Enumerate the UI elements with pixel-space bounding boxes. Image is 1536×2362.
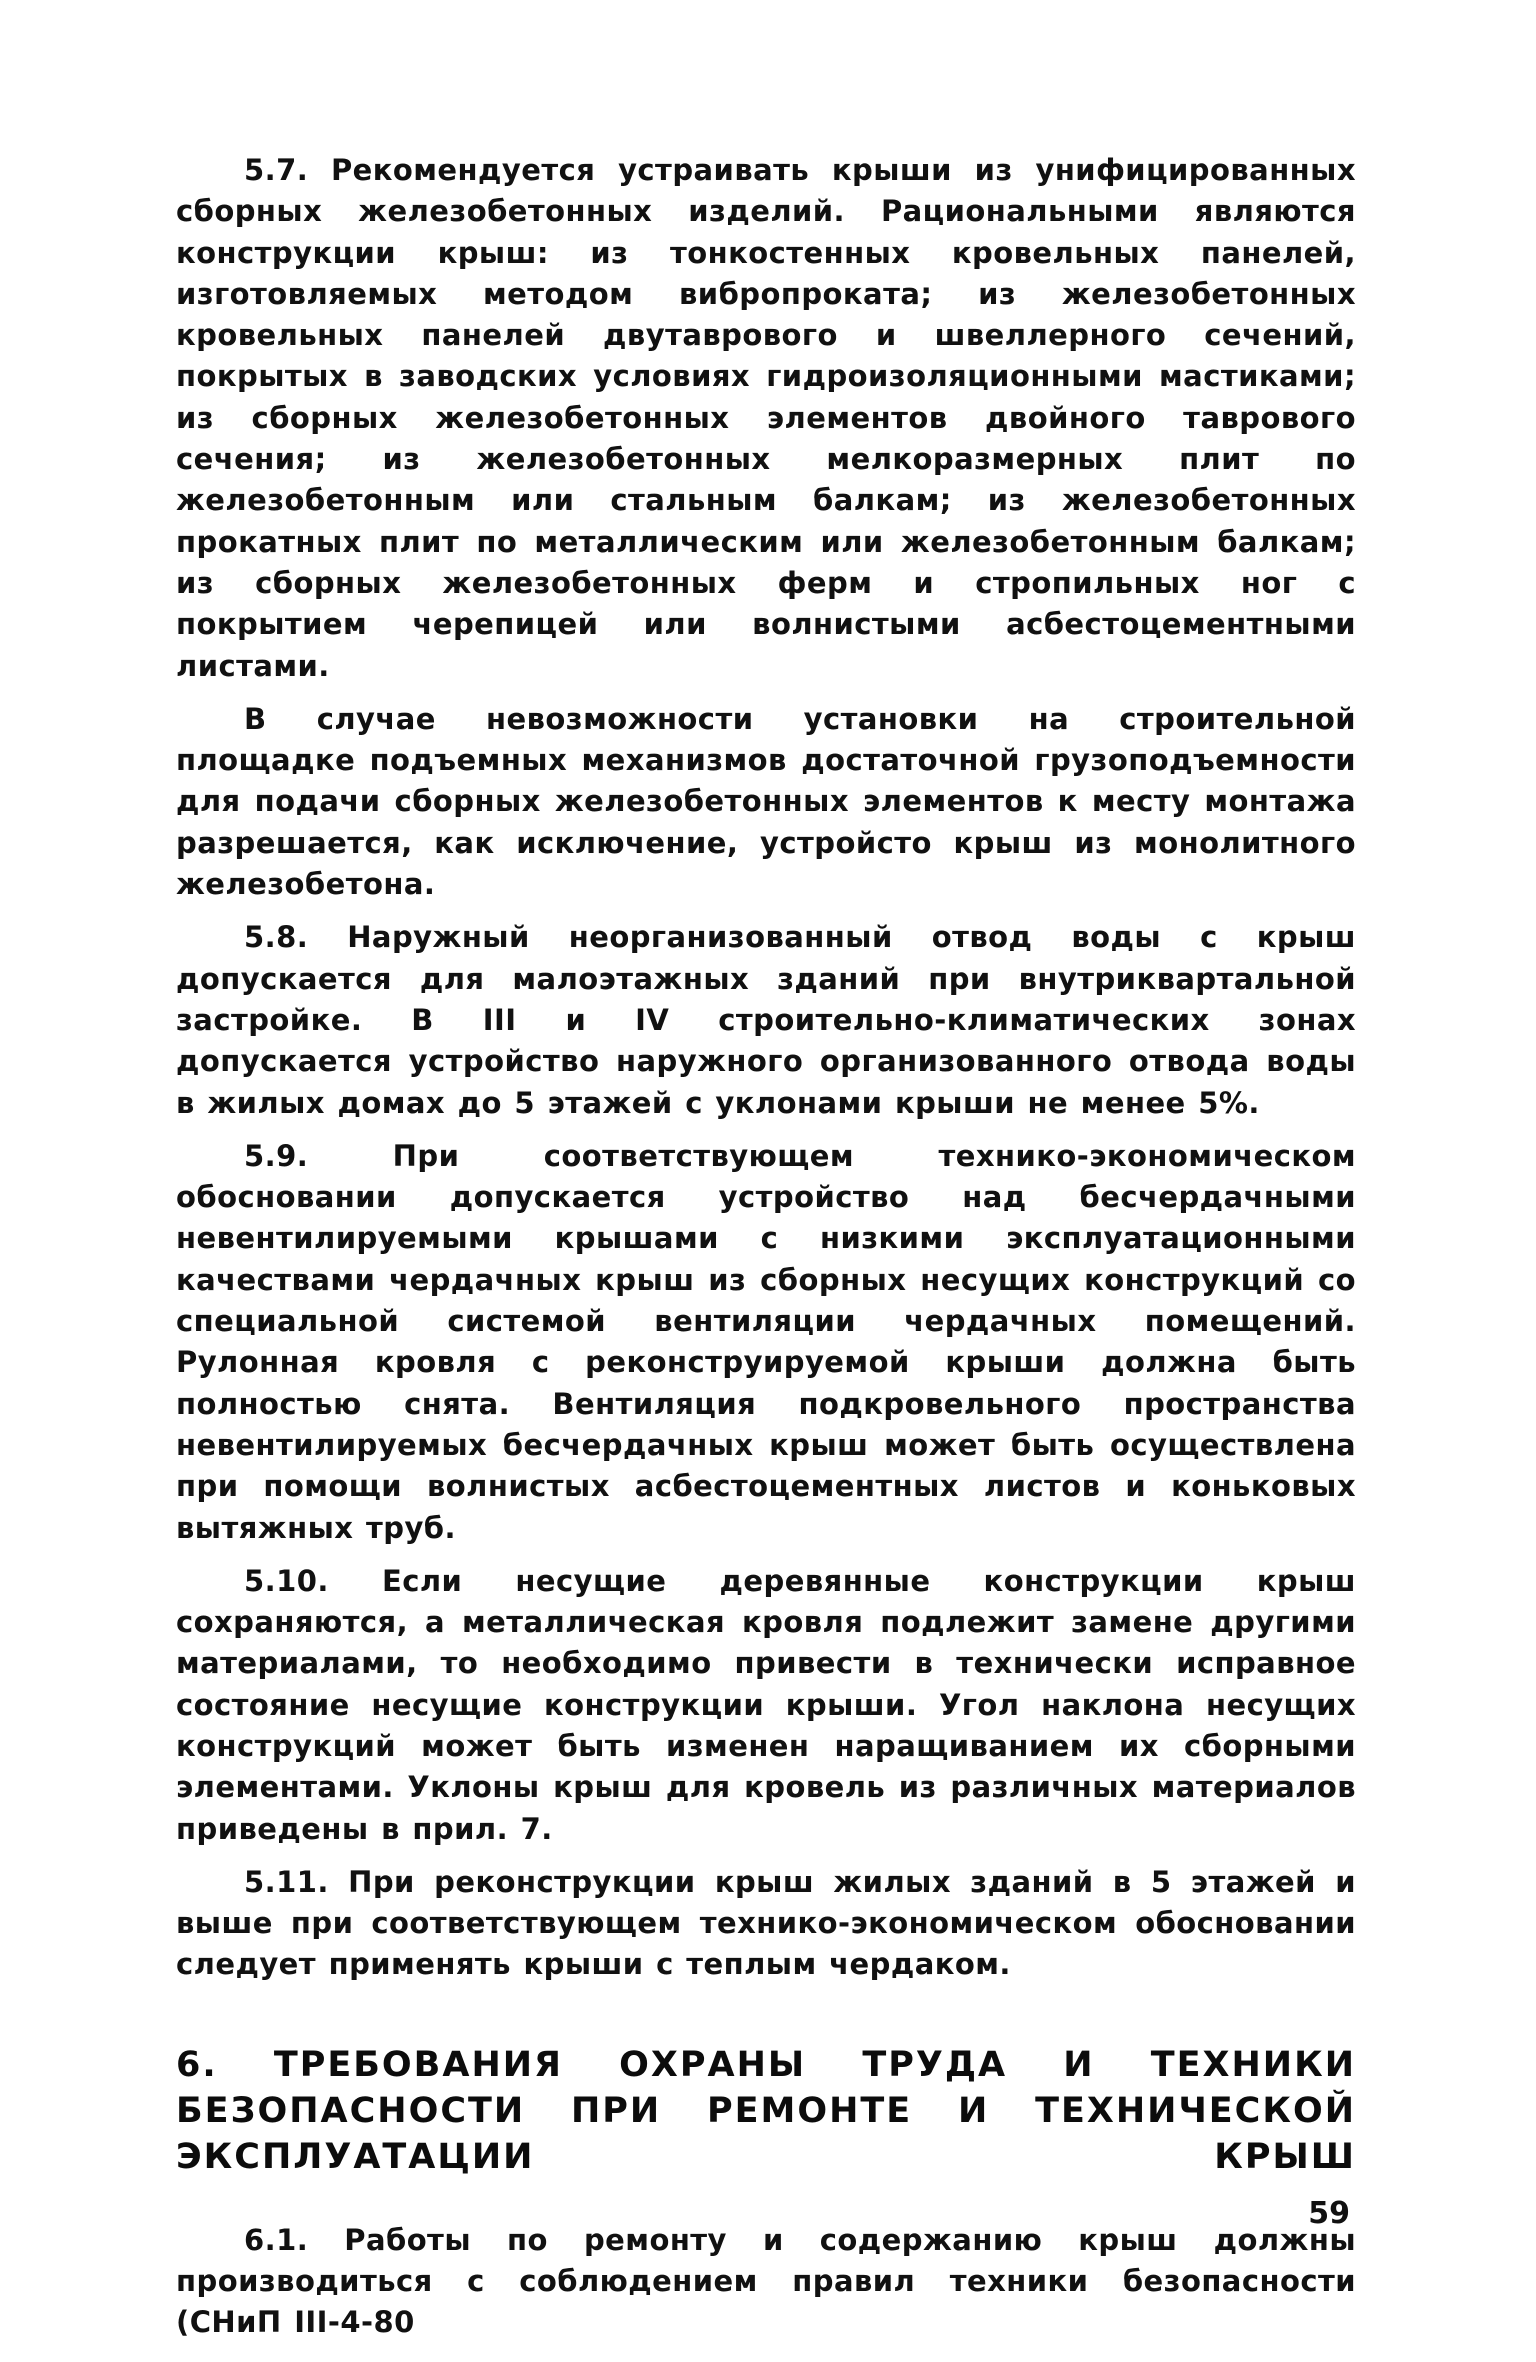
paragraph-number: 5.8. xyxy=(244,920,309,955)
paragraph-5-7 xyxy=(176,150,1356,687)
text-column xyxy=(176,150,1356,2344)
paragraph-6-1 xyxy=(176,2220,1356,2344)
paragraph-number: 5.10. xyxy=(244,1563,329,1598)
paragraph-5-8 xyxy=(176,917,1356,1123)
paragraph-text: Если несущие деревянные конструкции крыш сохраняются, а металлическая кровля подлежит замене другими материалами, то необходимо привести в технически исправное состояние несущие конструкции крыши. Угол наклона несущих конструкций может быть изменен наращиванием их сборными элементами. Уклоны крыш для кровель из различных материалов приведены в прил. 7. xyxy=(176,1563,1356,1846)
paragraph-text: Наружный неорганизованный отвод воды с крыш допускается для малоэтажных зданий при внутриквартальной застройке. В III и IV строительно-климатических зонах допускается устройство наружного организованного отвода воды в жилых домах до 5 этажей с уклонами крыши не менее 5%. xyxy=(176,920,1356,1120)
paragraph-text: При соответствующем технико-экономическом обосновании допускается устройство над бесчердачными невентилируемыми крышами с низкими эксплуатационными качествами чердачных крыш из сборных несущих конструкций со специальной системой вентиляции чердачных помещений. Рулонная кровля с реконструируемой крыши должна быть полностью снята. Вентиляция подкровельного пространства невентилируемых бесчердачных крыш может быть осуществлена при помощи волнистых асбестоцементных листов и коньковых вытяжных труб. xyxy=(176,1138,1356,1545)
page-number: 59 xyxy=(1308,2196,1350,2231)
paragraph-number: 6.1. xyxy=(244,2222,309,2257)
section-heading: 6. ТРЕБОВАНИЯ ОХРАНЫ ТРУДА И ТЕХНИКИ БЕЗОПАСНОСТИ ПРИ РЕМОНТЕ И ТЕХНИЧЕСКОЙ ЭКСПЛУАТАЦИИ КРЫШ xyxy=(176,2044,1356,2177)
paragraph-5-10 xyxy=(176,1561,1356,1850)
paragraph-number: 5.9. xyxy=(244,1138,309,1173)
paragraph-text: В случае невозможности установки на строительной площадке подъемных механизмов достаточной грузоподъемности для подачи сборных железобетонных элементов к месту монтажа разрешается, как исключение, устройсто крыш из монолитного железобетона. xyxy=(176,701,1356,902)
paragraph-5-9 xyxy=(176,1136,1356,1549)
paragraph-number: 5.11. xyxy=(244,1864,329,1899)
paragraph-text: Работы по ремонту и содержанию крыш должны производиться с соблюдением правил техники безопасности (СНиП III-4-80 xyxy=(176,2222,1357,2340)
paragraph-number: 5.7. xyxy=(244,153,309,187)
paragraph-text: При реконструкции крыш жилых зданий в 5 этажей и выше при соответствующем технико-экономическом обосновании следует применять крыши с теплым чердаком. xyxy=(176,1864,1356,1982)
paragraph-5-7-continued xyxy=(176,699,1356,905)
paragraph-text: Рекомендуется устраивать крыши из унифицированных сборных железобетонных изделий. Рациональными являются конструкции крыш: из тонкостенных кровельных панелей, изготовляемых методом вибропроката; из железобетонных кровельных панелей двутаврового и швеллерного сечений, покрытых в заводских условиях гидроизоляционными мастиками; из сборных железобетонных элементов двойного таврового сечения; из железобетонных мелкоразмерных плит по железобетонным или стальным балкам; из железобетонных прокатных плит по металлическим или железобетонным балкам; из сборных железобетонных ферм и стропильных ног с покрытием черепицей или волнистыми асбестоцементными листами. xyxy=(176,153,1356,683)
paragraph-5-11 xyxy=(176,1862,1356,1986)
